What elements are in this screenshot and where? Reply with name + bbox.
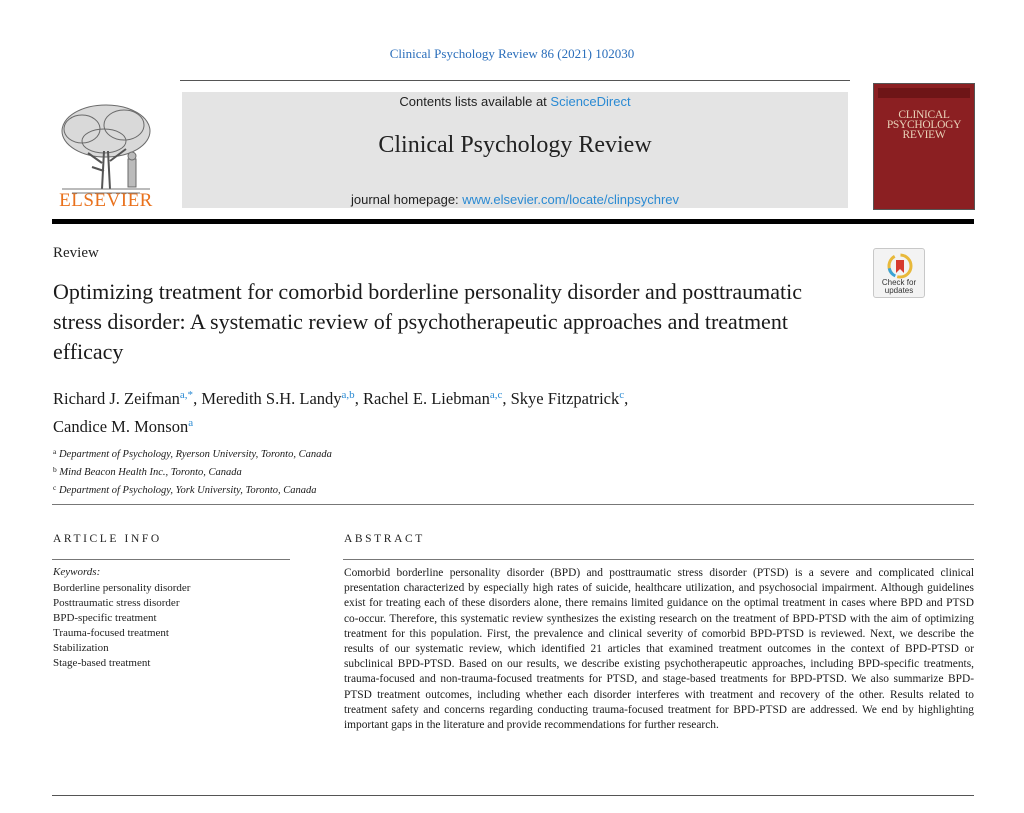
cover-title-line: CLINICAL xyxy=(898,109,950,121)
affiliation-item xyxy=(53,462,753,480)
affiliation-text: Mind Beacon Health Inc., Toronto, Canada xyxy=(59,467,242,478)
author-list xyxy=(53,383,853,439)
check-for-updates-line: updates xyxy=(884,286,914,295)
abstract-rule xyxy=(343,559,974,560)
cover-header-strip xyxy=(878,88,970,98)
section-divider xyxy=(52,504,974,505)
abstract-heading: ABSTRACT xyxy=(344,533,425,545)
author-affiliation-marker[interactable]: a xyxy=(188,417,194,429)
author-name[interactable]: Skye Fitzpatrick xyxy=(510,389,620,408)
crossmark-icon xyxy=(886,253,914,281)
author-affiliation-marker[interactable]: a,* xyxy=(179,389,194,401)
footer-rule xyxy=(52,795,974,796)
cover-title-line: REVIEW xyxy=(902,129,946,141)
abstract-text: Comorbid borderline personality disorder (BPD) and posttraumatic stress disorder (PTSD) is a severe and complicated clinical presentation characterized by especially high rates of suicide, healthcare utilization, and psychosocial impairment. Although guidelines exist for treating each of these disorders alone, there remains limited guidance on the optimal treatment in cases where BPD and PTSD co-occur. Therefore, this systematic review synthesizes the existing research on the treatment of BPD-PTSD with the aim of optimizing treatment for this population. First, the prevalence and clinical severity of comorbid BPD-PTSD is reviewed. Next, we describe the results of our systematic review, which identified 21 articles that examined treatment outcomes in the context of BPD-PTSD or subclinical BPD-PTSD. Based on our results, we describe existing psychotherapeutic approaches, including BPD-specific treatments, trauma-focused and non-trauma-focused treatments for PTSD, and stage-based treatments for BPD-PTSD. We also summarize BPD-PTSD treatment outcomes, including whether each disorder interferes with treatment and recovery of the other. Results related to treatment safety and concerns regarding conducting trauma-focused treatment for BPD-PTSD are addressed. We end by highlighting important gaps in the literature and provide recommendations for further research. xyxy=(344,567,974,732)
article-type-label: Review xyxy=(53,245,99,261)
homepage-link[interactable]: www.elsevier.com/locate/clinpsychrev xyxy=(462,192,680,207)
keyword-item: Posttraumatic stress disorder xyxy=(53,597,180,609)
keyword-item: Stage-based treatment xyxy=(53,657,151,669)
masthead-thick-rule xyxy=(52,219,974,224)
author-affiliation-marker[interactable]: a,c xyxy=(489,389,503,401)
author-affiliation-marker[interactable]: c xyxy=(619,389,625,401)
affiliation-item xyxy=(53,480,753,498)
journal-cover[interactable] xyxy=(873,83,975,210)
affiliation-text: Department of Psychology, Ryerson University, Toronto, Canada xyxy=(58,449,332,460)
affiliation-marker: b xyxy=(53,465,57,474)
author-separator: , xyxy=(502,389,511,408)
homepage-prefix: journal homepage: xyxy=(350,192,463,207)
keyword-item: BPD-specific treatment xyxy=(53,612,157,624)
keyword-item: Borderline personality disorder xyxy=(53,582,191,594)
journal-banner xyxy=(182,92,848,208)
contents-prefix: Contents lists available at xyxy=(399,94,551,109)
affiliation-text: Department of Psychology, York University, Toronto, Canada xyxy=(58,485,317,496)
affiliation-list xyxy=(53,444,753,498)
keyword-item: Stabilization xyxy=(53,642,109,654)
check-for-updates-label xyxy=(874,279,924,295)
header-rule xyxy=(180,80,850,81)
article-info-rule xyxy=(52,559,290,560)
journal-title: Clinical Psychology Review xyxy=(378,132,652,158)
sciencedirect-link[interactable]: ScienceDirect xyxy=(550,94,631,109)
author-separator: , xyxy=(624,389,629,408)
cover-title-line: PSYCHOLOGY xyxy=(886,119,962,131)
author-separator: , xyxy=(354,389,363,408)
journal-citation-link[interactable]: Clinical Psychology Review 86 (2021) 102030 xyxy=(389,46,635,61)
check-for-updates-line: Check for xyxy=(881,278,917,287)
author-name[interactable]: Richard J. Zeifman xyxy=(53,389,180,408)
keyword-list xyxy=(53,581,190,671)
author-name[interactable]: Meredith S.H. Landy xyxy=(201,389,342,408)
article-title: Optimizing treatment for comorbid borderline personality disorder and posttraumatic stress disorder: A systematic review of psychotherapeutic approaches and treatment efficacy xyxy=(53,279,803,364)
author-separator: , xyxy=(193,389,202,408)
author-affiliation-marker[interactable]: a,b xyxy=(341,389,355,401)
homepage-line xyxy=(182,192,848,207)
affiliation-item xyxy=(53,444,753,462)
cover-title xyxy=(876,110,972,140)
contents-line xyxy=(182,94,848,109)
author-name[interactable]: Rachel E. Liebman xyxy=(362,389,490,408)
keyword-item: Trauma-focused treatment xyxy=(53,627,169,639)
check-for-updates-button[interactable] xyxy=(873,248,925,298)
article-info-heading: ARTICLE INFO xyxy=(53,533,162,545)
keywords-label: Keywords: xyxy=(53,566,101,578)
elsevier-wordmark: ELSEVIER xyxy=(59,190,153,211)
author-name[interactable]: Candice M. Monson xyxy=(53,417,189,436)
affiliation-marker: c xyxy=(53,483,57,492)
affiliation-marker: a xyxy=(53,447,57,456)
